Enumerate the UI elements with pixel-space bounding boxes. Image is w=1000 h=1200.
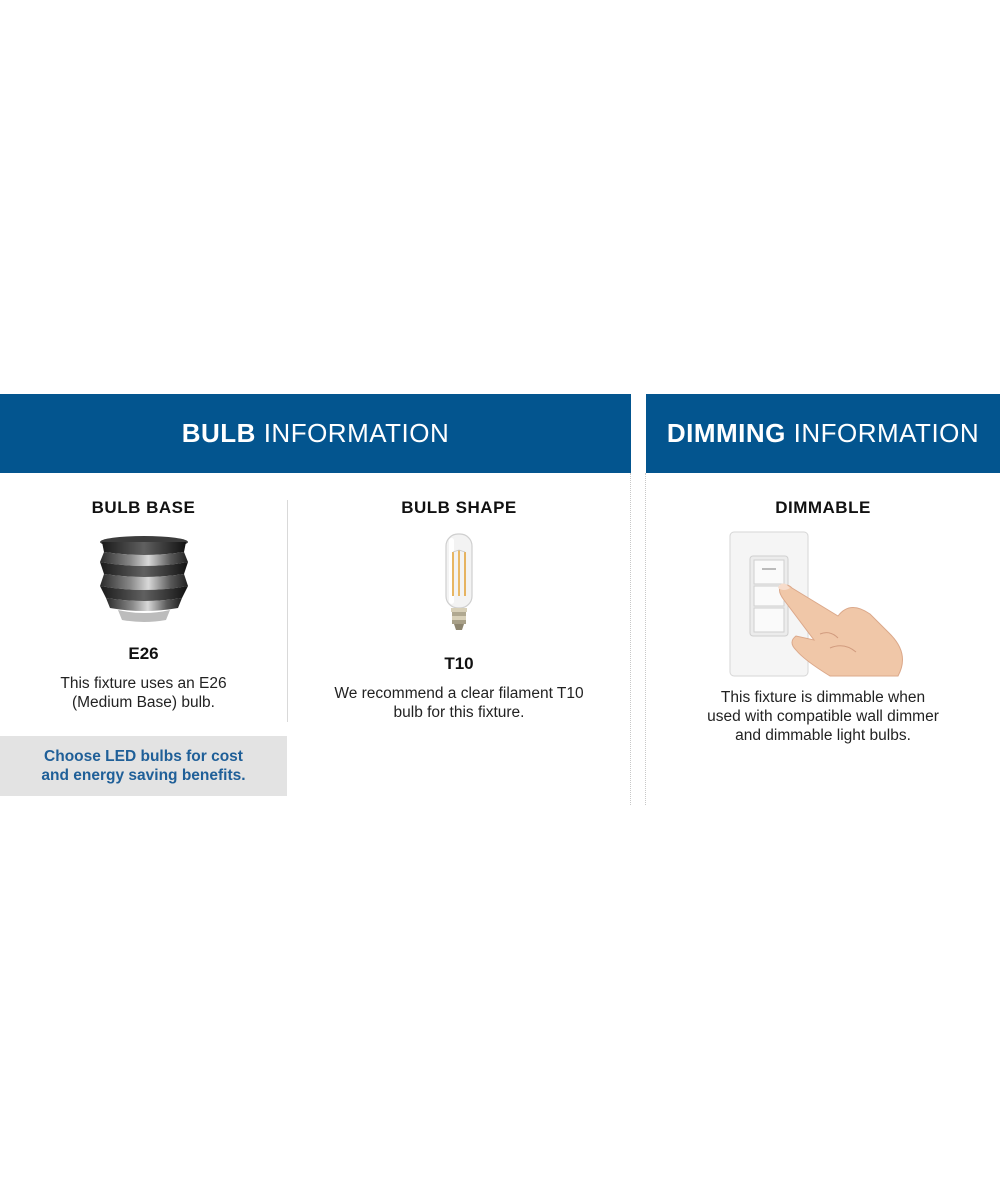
dimming-column [646,498,1000,745]
bulb-shape-desc-1: We recommend a clear filament T10 [334,685,584,702]
dimming-desc-3: and dimmable light bulbs. [735,727,911,744]
dimming-desc-1: This fixture is dimmable when [720,689,926,706]
bulb-base-code: E26 [128,644,159,663]
dimming-header-rest: INFORMATION [793,418,980,448]
bulb-shape-title: BULB SHAPE [401,498,517,517]
bulb-base-desc-1: This fixture uses an E26 [60,675,227,692]
bulb-shape-desc-2: bulb for this fixture. [393,704,525,721]
bulb-base-column [0,498,287,712]
bulb-shape-code: T10 [444,654,474,673]
bulb-header-rest: INFORMATION [263,418,450,448]
led-tip-line-1: Choose LED bulbs for cost [44,748,243,765]
dimming-desc-2: used with compatible wall dimmer [707,708,939,725]
section-divider-left [630,473,631,805]
dimmable-title: DIMMABLE [775,498,871,517]
dimming-header-bold: DIMMING [666,418,786,448]
led-tip-box [0,736,287,796]
e26-base-icon [94,532,194,624]
led-tip-line-2: and energy saving benefits. [41,767,246,784]
bulb-base-desc-2: (Medium Base) bulb. [71,694,215,711]
bulb-base-title: BULB BASE [91,498,196,517]
bulb-header-bold: BULB [181,418,256,448]
wall-dimmer-hand-icon [720,530,910,680]
bulb-shape-column [288,498,630,722]
dimming-information-header [646,394,1000,473]
bulb-information-header [0,394,631,473]
t10-filament-bulb-icon [439,530,479,634]
